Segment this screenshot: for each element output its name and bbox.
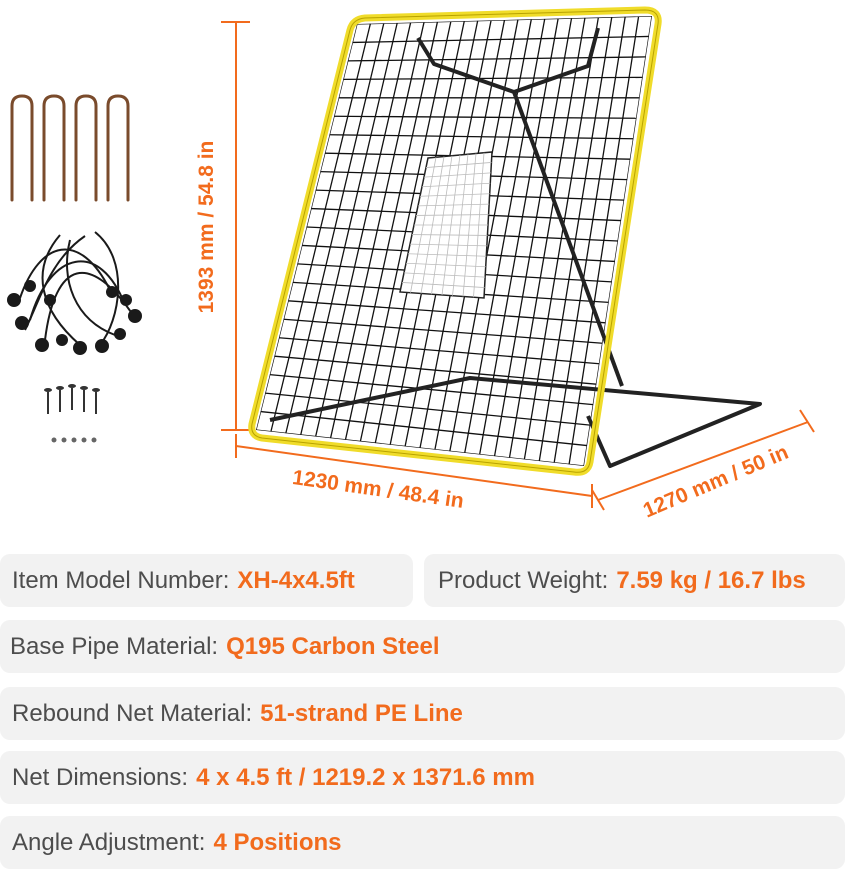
spec-label: Rebound Net Material: — [12, 699, 253, 727]
spec-label: Base Pipe Material: — [10, 632, 219, 660]
spec-row-net-material — [0, 687, 845, 740]
spec-row-weight — [424, 554, 845, 607]
spec-row-model — [0, 554, 413, 607]
spec-value: 4 Positions — [213, 828, 342, 856]
height-dimension-label: 1393 mm / 54.8 in — [195, 140, 218, 314]
spec-label: Net Dimensions: — [12, 763, 189, 791]
rebounder-frame — [252, 10, 760, 472]
spec-row-angle — [0, 816, 845, 869]
width-dimension-label: 1230 mm / 48.4 in — [290, 466, 466, 513]
spec-value: 7.59 kg / 16.7 lbs — [616, 566, 806, 594]
spec-value: 51-strand PE Line — [260, 699, 463, 727]
screw-icon — [44, 384, 100, 443]
spec-value: 4 x 4.5 ft / 1219.2 x 1371.6 mm — [196, 763, 535, 791]
spec-row-net-dimensions — [0, 751, 845, 804]
spec-label: Angle Adjustment: — [12, 828, 206, 856]
rebound-net — [256, 16, 652, 466]
height-dimension-line — [221, 22, 250, 430]
spec-label: Product Weight: — [438, 566, 609, 594]
spec-value: XH-4x4.5ft — [237, 566, 355, 594]
spec-label: Item Model Number: — [12, 566, 230, 594]
spec-row-base-pipe — [0, 620, 845, 673]
depth-dimension-label: 1270 mm / 50 in — [639, 440, 792, 523]
bungee-ball-icon — [7, 232, 142, 355]
spec-value: Q195 Carbon Steel — [226, 632, 440, 660]
ground-stake-icon — [12, 96, 128, 200]
